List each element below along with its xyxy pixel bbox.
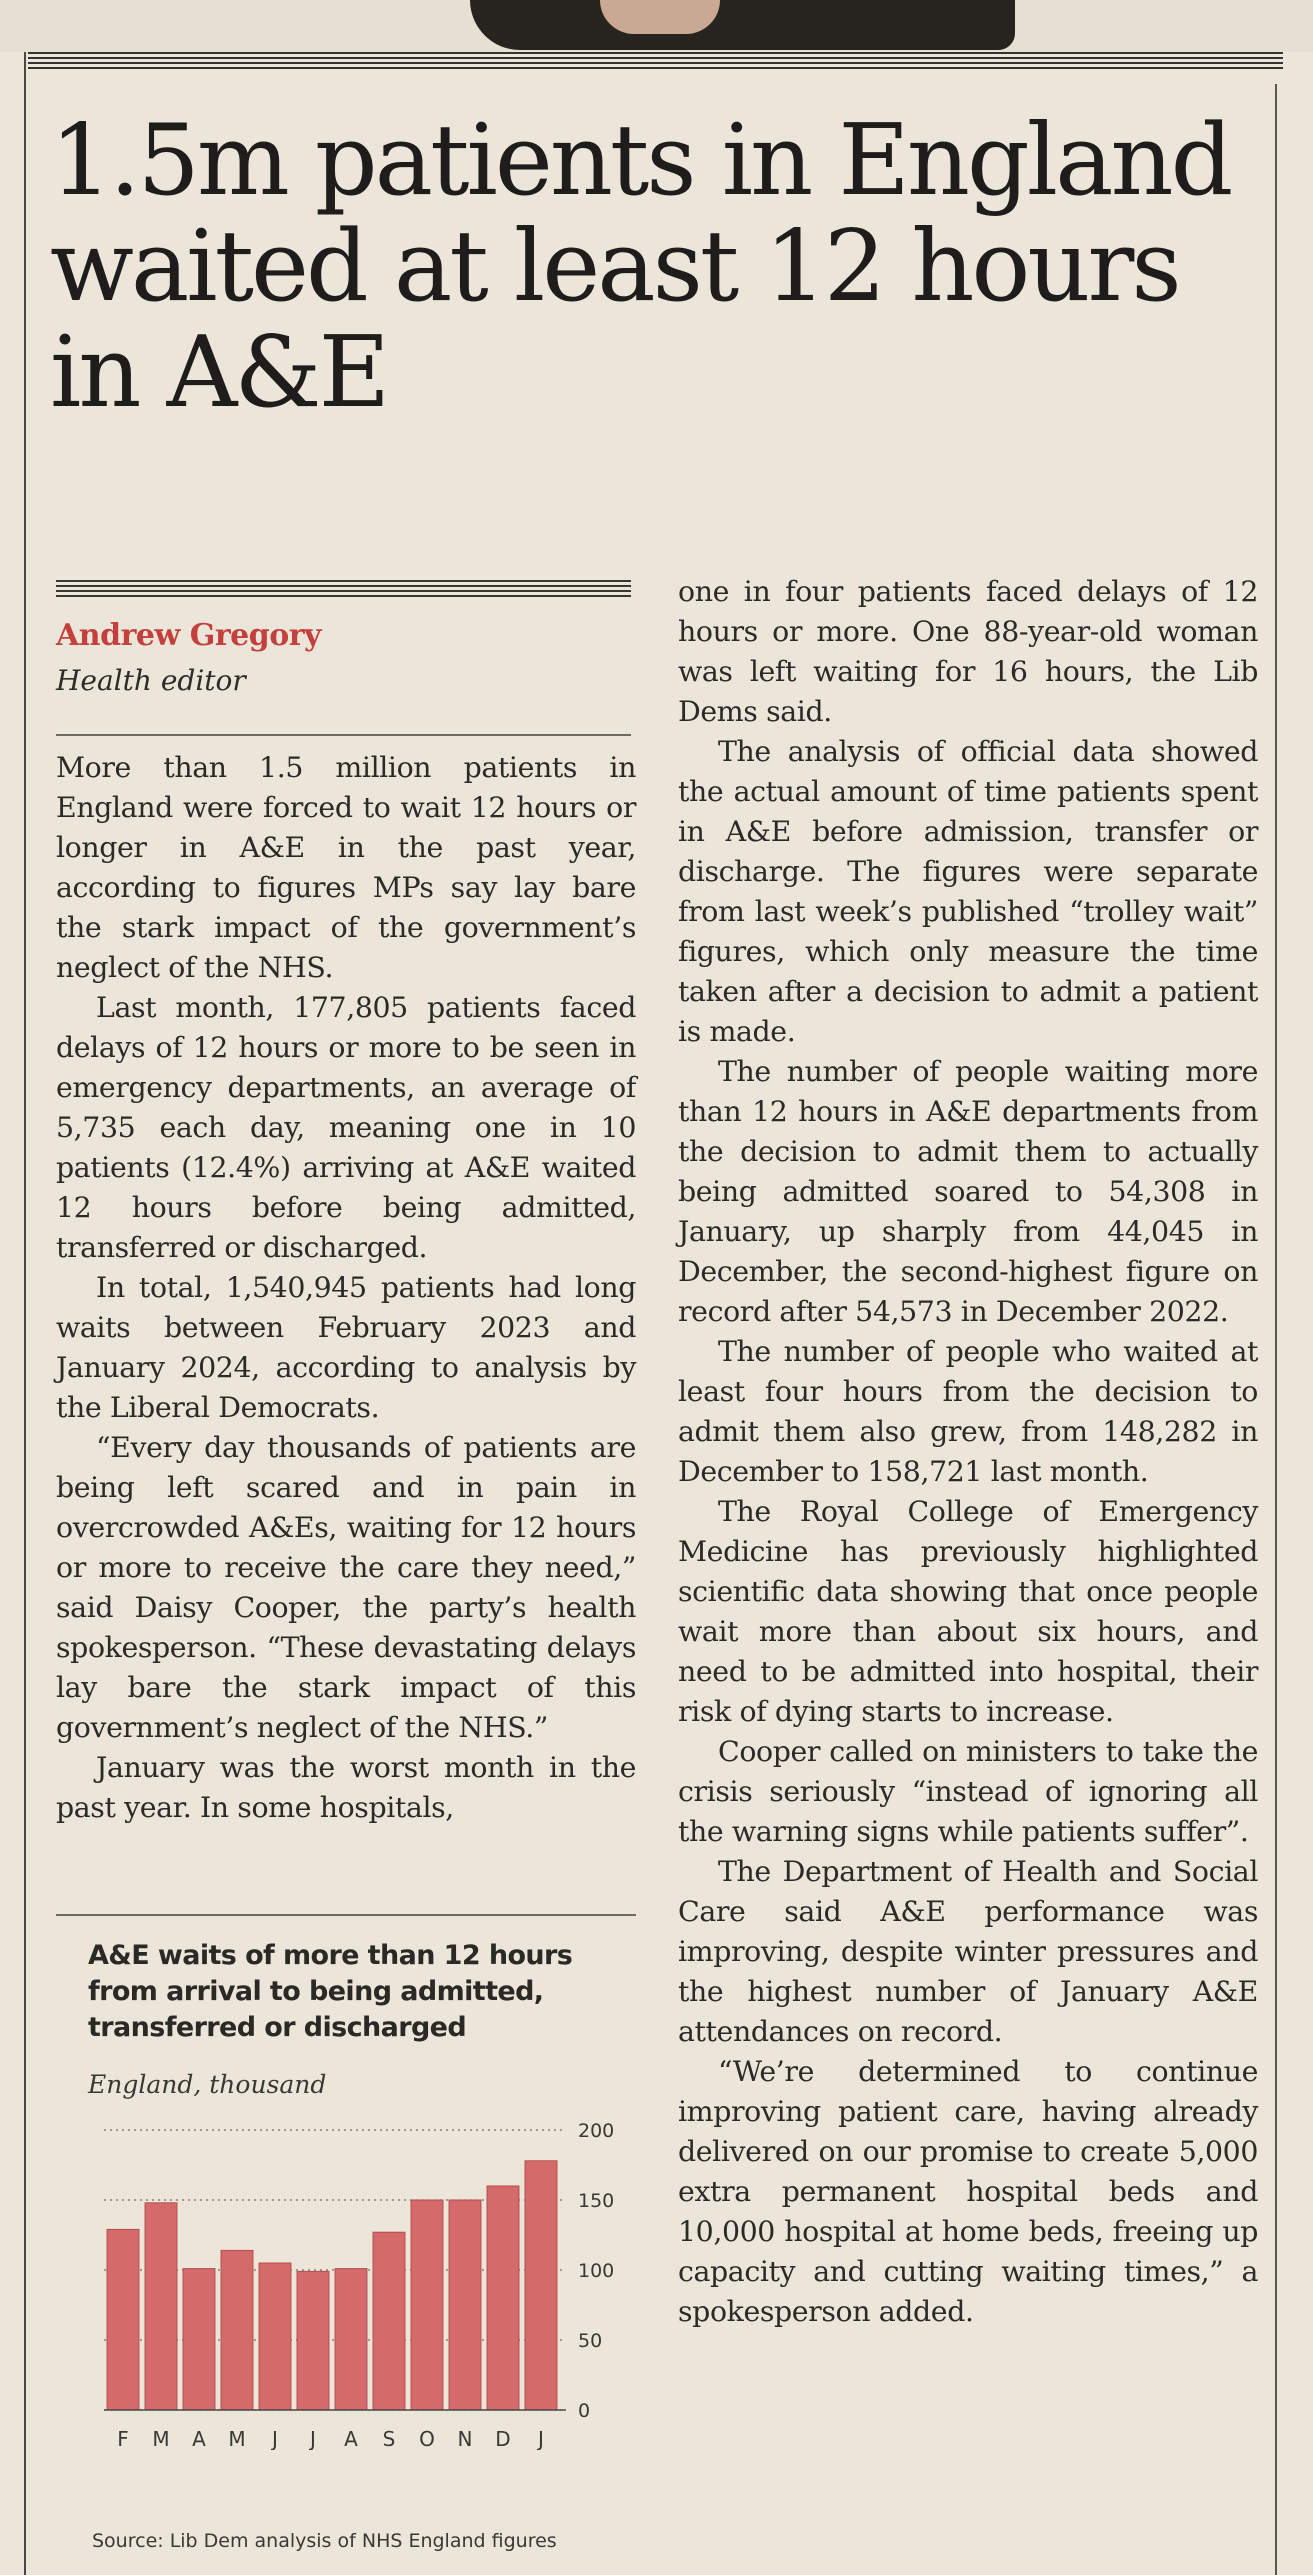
bar: [335, 2269, 367, 2410]
bar: [145, 2203, 177, 2410]
paragraph: The Department of Health and Social Care said A&E performance was improving, despite winter pressures and the highest number of January A&E attendances on record.: [678, 1855, 1258, 2048]
column-edge-rule: [1275, 84, 1277, 2575]
bar: [411, 2200, 443, 2410]
y-tick-label: 200: [578, 2120, 615, 2142]
paragraph: The number of people waiting more than 12 hours in A&E departments from the decision to admit them to actually being admitted soared to 54,308 in January, up sharply from 44,045 in December, the second-highest figure on record after 54,573 in December 2022.: [678, 1055, 1258, 1328]
byline-rule-lines: [56, 580, 631, 598]
x-tick-label: O: [419, 2427, 435, 2450]
paragraph: “Every day thousands of patients are being left scared and in pain in overcrowded A&Es, waiting for 12 hours or more to receive the care they need,” said Daisy Cooper, the party’s health spokesperson. “These devastating delays lay bare the stark impact of this government’s neglect of the NHS.”: [56, 1431, 636, 1744]
x-tick-label: F: [117, 2427, 129, 2450]
page-edge: [24, 52, 26, 2575]
headline: 1.5m patients in England waited at least 12 hours in A&E: [50, 104, 1231, 430]
bar: [487, 2186, 519, 2410]
bar: [183, 2269, 215, 2410]
x-tick-label: J: [310, 2427, 316, 2450]
bar: [297, 2271, 329, 2410]
byline-divider: [56, 734, 631, 736]
y-tick-label: 0: [578, 2400, 591, 2422]
bar-chart: [60, 2110, 640, 2450]
bar: [221, 2250, 253, 2410]
paragraph: one in four patients faced delays of 12 hours or more. One 88-year-old woman was left waiting for 16 hours, the Lib Dems said.: [678, 575, 1258, 728]
x-tick-label: M: [228, 2427, 246, 2450]
chart-title: A&E waits of more than 12 hours from arrival to being admitted, transferred or discharged: [88, 1940, 573, 2043]
y-tick-label: 50: [578, 2330, 603, 2352]
byline-role: Health editor: [56, 664, 246, 697]
bar: [107, 2229, 139, 2410]
top-rule-lines: [28, 52, 1283, 72]
x-tick-label: A: [192, 2427, 206, 2450]
bar: [259, 2263, 291, 2410]
y-tick-label: 100: [578, 2260, 615, 2282]
bar: [373, 2232, 405, 2410]
x-tick-label: N: [457, 2427, 473, 2450]
article-column-2: [678, 572, 1258, 2332]
x-tick-label: J: [272, 2427, 278, 2450]
x-tick-label: J: [538, 2427, 544, 2450]
paragraph: January was the worst month in the past year. In some hospitals,: [56, 1751, 636, 1824]
x-tick-label: S: [382, 2427, 396, 2450]
photo-strip: [0, 0, 1313, 52]
paragraph: The number of people who waited at least four hours from the decision to admit them also grew, from 148,282 in December to 158,721 last month.: [678, 1335, 1258, 1488]
paragraph: The Royal College of Emergency Medicine has previously highlighted scientific data showing that once people wait more than about six hours, and need to be admitted into hospital, their risk of dying starts to increase.: [678, 1495, 1258, 1728]
article-column-1: [56, 748, 636, 1828]
y-tick-label: 150: [578, 2190, 615, 2212]
x-tick-label: M: [152, 2427, 170, 2450]
paragraph: Cooper called on ministers to take the crisis seriously “instead of ignoring all the warning signs while patients suffer”.: [678, 1735, 1258, 1848]
bar: [525, 2161, 557, 2410]
paragraph: Last month, 177,805 patients faced delays of 12 hours or more to be seen in emergency departments, an average of 5,735 each day, meaning one in 10 patients (12.4%) arriving at A&E waited 12 hours before being admitted, transferred or discharged.: [56, 991, 636, 1264]
paragraph: “We’re determined to continue improving patient care, having already delivered on our promise to create 5,000 extra permanent hospital beds and 10,000 hospital at home beds, freeing up capacity and cutting waiting times,” a spokesperson added.: [678, 2055, 1258, 2328]
bar: [449, 2200, 481, 2410]
paragraph: The analysis of official data showed the actual amount of time patients spent in A&E before admission, transfer or discharge. The figures were separate from last week’s published “trolley wait” figures, which only measure the time taken after a decision to admit a patient is made.: [678, 735, 1258, 1048]
photo-fragment: [470, 0, 1015, 50]
chart-subtitle: England, thousand: [88, 2070, 327, 2099]
x-tick-label: D: [495, 2427, 511, 2450]
photo-fragment-skin: [600, 0, 720, 34]
byline-name: Andrew Gregory: [56, 618, 321, 653]
chart-source: Source: Lib Dem analysis of NHS England figures: [92, 2530, 557, 2552]
paragraph: In total, 1,540,945 patients had long waits between February 2023 and January 2024, according to analysis by the Liberal Democrats.: [56, 1271, 636, 1424]
x-tick-label: A: [344, 2427, 358, 2450]
paragraph: More than 1.5 million patients in England were forced to wait 12 hours or longer in A&E in the past year, according to figures MPs say lay bare the stark impact of the government’s neglect of the NHS.: [56, 751, 636, 984]
chart-divider: [56, 1914, 636, 1916]
